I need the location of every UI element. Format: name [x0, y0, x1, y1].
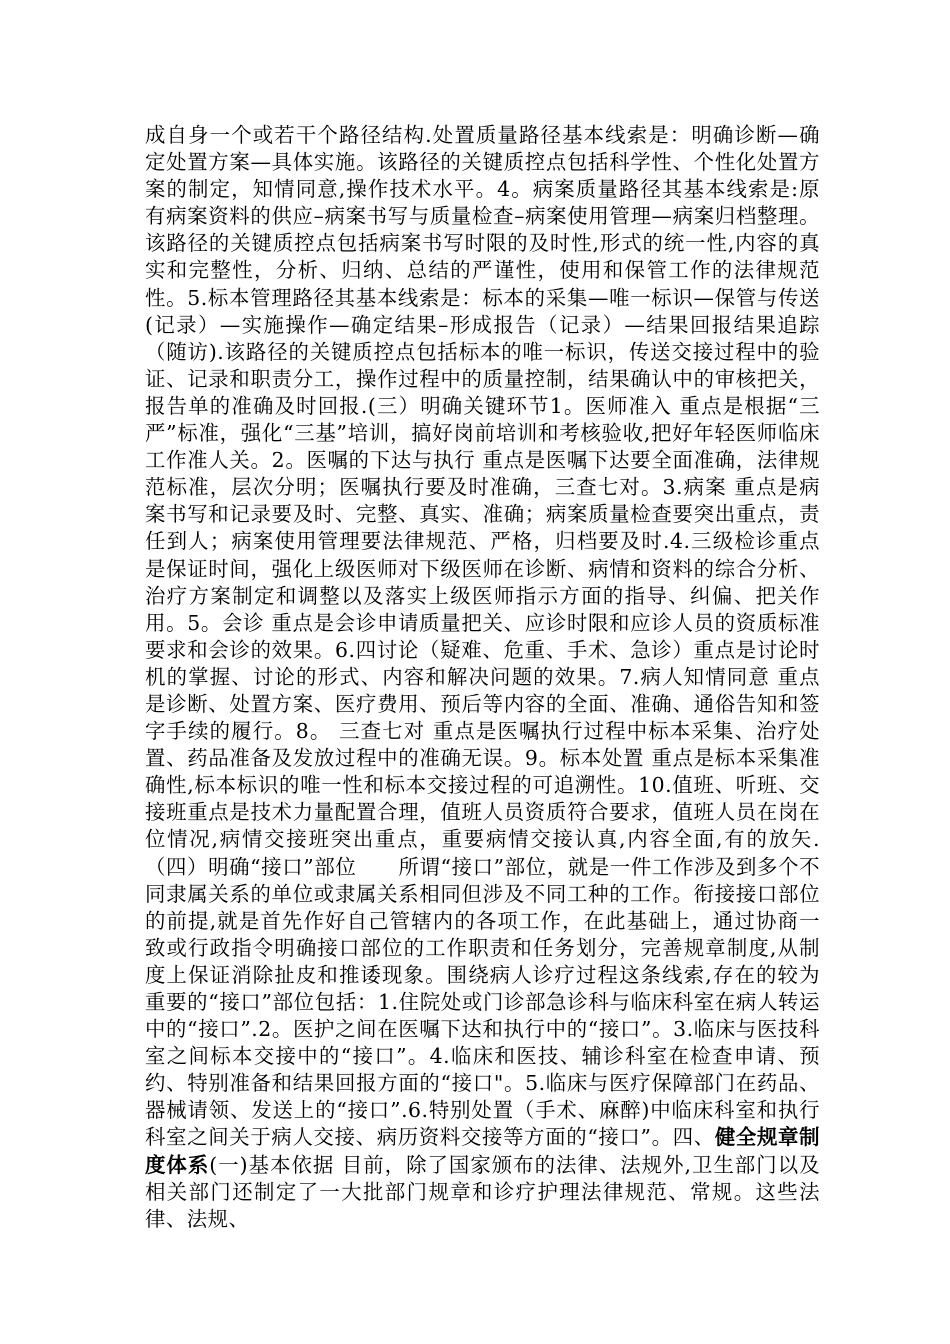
section-heading-inline: 健全规章制度体系 — [145, 1125, 820, 1177]
body-paragraph — [145, 122, 820, 1233]
paragraph-text-after-heading: (一)基本依据 目前，除了国家颁布的法律、法规外,卫生部门以及相关部门还制定了一大批部门规章和诊疗护理法律规范、常规。这些法律、法规、 — [145, 1152, 821, 1231]
paragraph-text-before-heading: 成自身一个或若干个路径结构.处置质量路径基本线索是：明确诊断—确定处置方案—具体实施。该路径的关键质控点包括科学性、个性化处置方案的制定，知情同意,操作技术水平。4。病案质量路径其基本线索是:原有病案资料的供应–病案书写与质量检查–病案使用管理—病案归档整理。该路径的关键质控点包括病案书写时限的及时性,形式的统一性,内容的真实和完整性，分析、归纳、总结的严谨性，使用和保管工作的法律规范性。5.标本管理路径其基本线索是：标本的采集—唯一标识—保管与传送(记录）—实施操作—确定结果–形成报告（记录）—结果回报结果追踪（随访).该路径的关键质控点包括标本的唯一标识，传送交接过程中的验证、记录和职责分工，操作过程中的质量控制，结果确认中的审核把关，报告单的准确及时回报.(三）明确关键环节1。医师准入 重点是根据“三严”标准，强化“三基”培训，搞好岗前培训和考核验收,把好年轻医师临床工作准人关。2。医嘱的下达与执行 重点是医嘱下达要全面准确，法律规范标准，层次分明；医嘱执行要及时准确，三查七对。3.病案 重点是病案书写和记录要及时、完整、真实、准确；病案质量检查要突出重点，责任到人；病案使用管理要法律规范、严格，归档要及时.4.三级检诊重点是保证时间，强化上级医师对下级医师在诊断、病情和资料的综合分析、治疗方案制定和调整以及落实上级医师指示方面的指导、纠偏、把关作用。5。会诊 重点是会诊申请质量把关、应诊时限和应诊人员的资质标准要求和会诊的效果。6.四讨论（疑难、危重、手术、急诊）重点是讨论时机的掌握、讨论的形式、内容和解决问题的效果。7.病人知情同意 重点是诊断、处置方案、医疗费用、预后等内容的全面、准确、通俗告知和签字手续的履行。8。 三查七对 重点是医嘱执行过程中标本采集、治疗处置、药品准备及发放过程中的准确无误。9。标本处置 重点是标本采集准确性,标本标识的唯一性和标本交接过程的可追溯性。10.值班、听班、交接班重点是技术力量配置合理，值班人员资质符合要求，值班人员在岗在位情况,病情交接班突出重点，重要病情交接认真,内容全面,有的放矢.（四）明确“接口”部位 所谓“接口”部位，就是一件工作涉及到多个不同隶属关系的单位或隶属关系相同但涉及不同工种的工作。衔接接口部位的前提,就是首先作好自己管辖内的各项工作，在此基础上，通过协商一致或行政指令明确接口部位的工作职责和任务划分，完善规章制度,从制度上保证消除扯皮和推诿现象。围绕病人诊疗过程这条线索,存在的较为重要的“接口”部位包括：1.住院处或门诊部急诊科与临床科室在病人转运中的“接口”.2。医护之间在医嘱下达和执行中的“接口”。3.临床与医技科室之间标本交接中的“接口”。4.临床和医技、辅诊科室在检查申请、预约、特别准备和结果回报方面的“接口"。5.临床与医疗保障部门在药品、器械请领、发送上的“接口”.6.特别处置（手术、麻醉)中临床科室和执行科室之间关于病人交接、病历资料交接等方面的“接口”。四、 — [145, 123, 821, 1150]
